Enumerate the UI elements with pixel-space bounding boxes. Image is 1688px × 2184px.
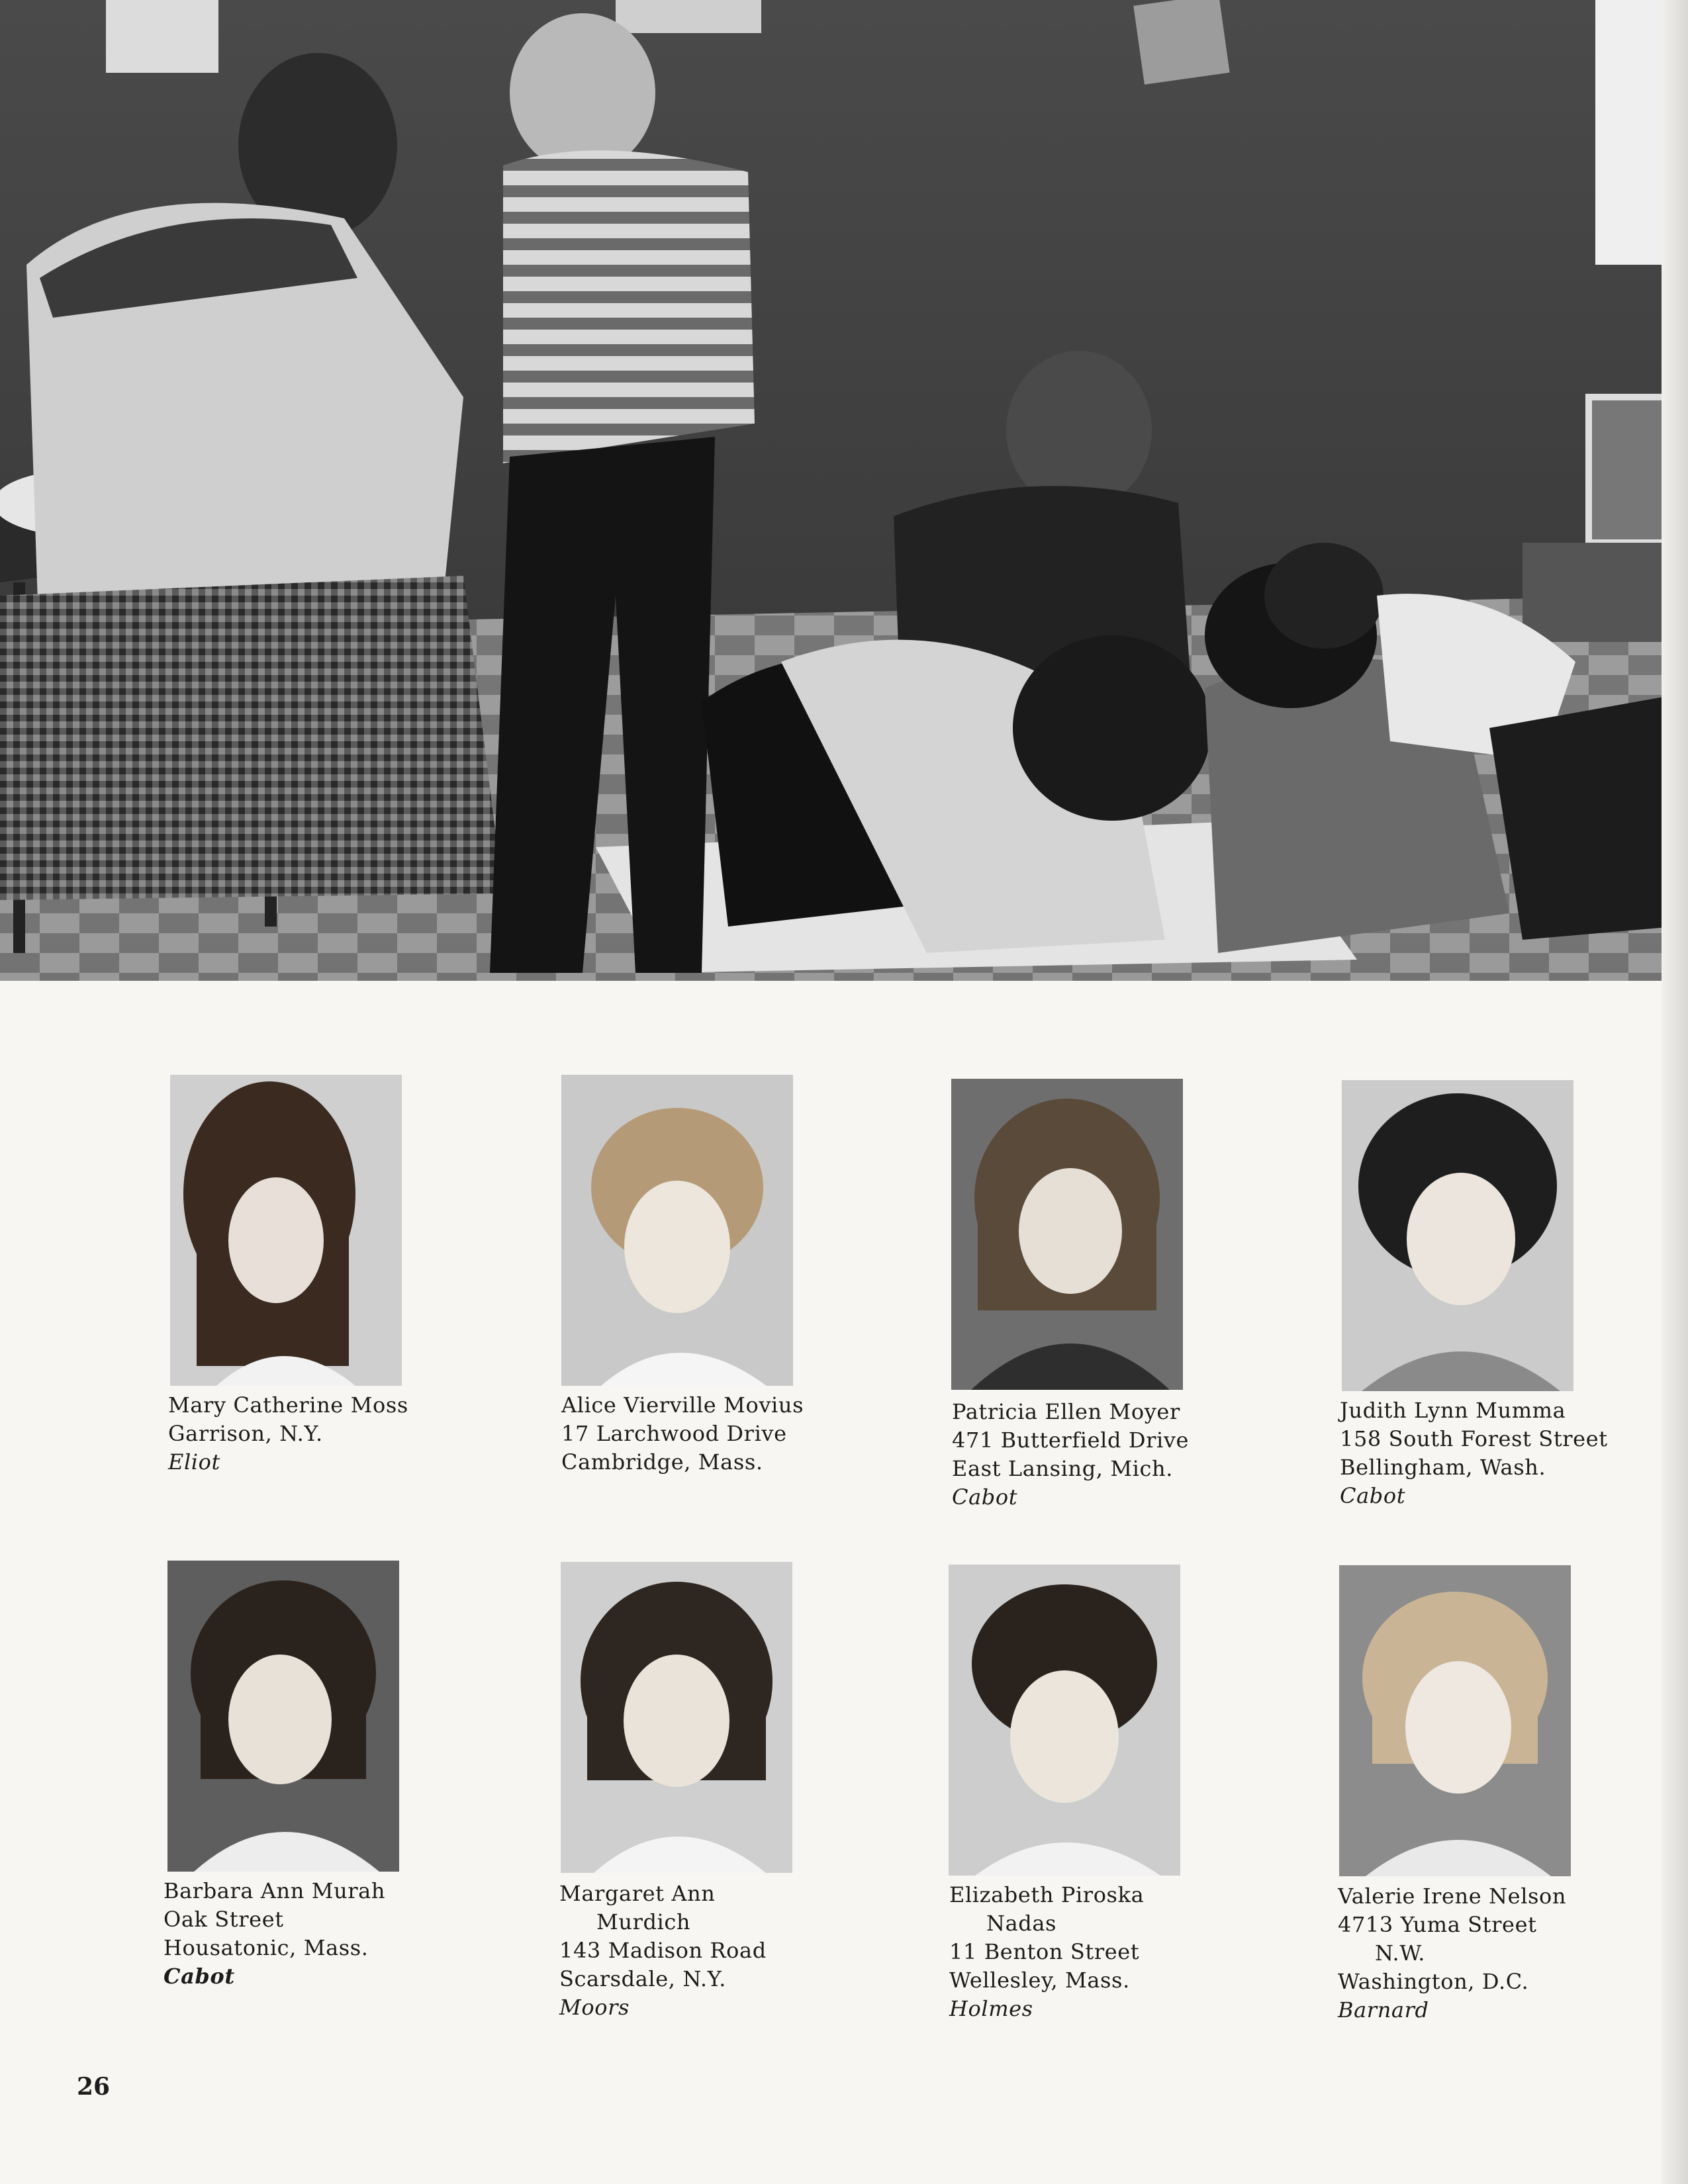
student-address-line: East Lansing, Mich.: [952, 1456, 1174, 1481]
student-address-line: Cambridge, Mass.: [561, 1449, 763, 1475]
student-name-continued: Nadas: [986, 1911, 1057, 1936]
student-address-line: 17 Larchwood Drive: [561, 1421, 787, 1446]
student-caption-3: [952, 1398, 1230, 1512]
portrait-photo-4: [1342, 1080, 1573, 1391]
student-address-line: 11 Benton Street: [949, 1939, 1140, 1964]
portrait-photo-1: [170, 1075, 402, 1386]
student-house: Eliot: [168, 1449, 220, 1475]
student-address-line: 4713 Yuma Street: [1338, 1912, 1537, 1937]
portrait-photo-7: [949, 1565, 1180, 1876]
student-name: Elizabeth Piroska: [949, 1882, 1145, 1907]
student-address-line: 158 South Forest Street: [1340, 1426, 1608, 1451]
student-address-line: Housatonic, Mass.: [164, 1935, 369, 1960]
student-address-line: Scarsdale, N.Y.: [559, 1966, 727, 1991]
portrait-photo-6: [561, 1562, 792, 1873]
student-house: Moors: [559, 1995, 630, 2020]
portrait-photo-3: [951, 1079, 1183, 1390]
student-house: Barnard: [1338, 1997, 1429, 2023]
student-address-line: Oak Street: [164, 1907, 284, 1932]
student-caption-8: [1338, 1882, 1616, 2025]
student-caption-7: [949, 1881, 1227, 2023]
student-address-line: Garrison, N.Y.: [168, 1421, 323, 1446]
student-name: Margaret Ann: [559, 1881, 716, 1906]
student-address-line: Bellingham, Wash.: [1340, 1455, 1546, 1480]
portrait-photo-2: [561, 1075, 793, 1386]
student-address-line: Washington, D.C.: [1338, 1969, 1529, 1994]
student-name: Barbara Ann Murah: [164, 1878, 386, 1903]
page-edge-shadow: [1662, 0, 1688, 2184]
student-address-line: N.W.: [1375, 1940, 1425, 1966]
portrait-photo-5: [167, 1561, 399, 1872]
student-name: Valerie Irene Nelson: [1338, 1884, 1567, 1909]
student-address-line: 143 Madison Road: [559, 1938, 767, 1963]
student-name-continued: Murdich: [596, 1909, 691, 1934]
student-address-line: Wellesley, Mass.: [949, 1968, 1130, 1993]
classroom-photo: [0, 0, 1675, 981]
student-name: Judith Lynn Mumma: [1340, 1398, 1566, 1423]
student-caption-6: [559, 1880, 837, 2022]
student-house: Cabot: [164, 1964, 235, 1989]
portrait-photo-8: [1339, 1565, 1571, 1876]
student-name: Alice Vierville Movius: [561, 1392, 804, 1418]
student-house: Cabot: [1340, 1483, 1406, 1508]
student-caption-5: [164, 1877, 442, 1991]
student-caption-2: [561, 1391, 839, 1477]
student-name: Patricia Ellen Moyer: [952, 1399, 1180, 1424]
page-number: 26: [77, 2073, 111, 2101]
student-name: Mary Catherine Moss: [168, 1392, 408, 1418]
student-caption-1: [168, 1391, 446, 1477]
student-caption-4: [1340, 1396, 1618, 1510]
student-house: Cabot: [952, 1484, 1018, 1510]
student-address-line: 471 Butterfield Drive: [952, 1428, 1190, 1453]
student-house: Holmes: [949, 1996, 1033, 2021]
